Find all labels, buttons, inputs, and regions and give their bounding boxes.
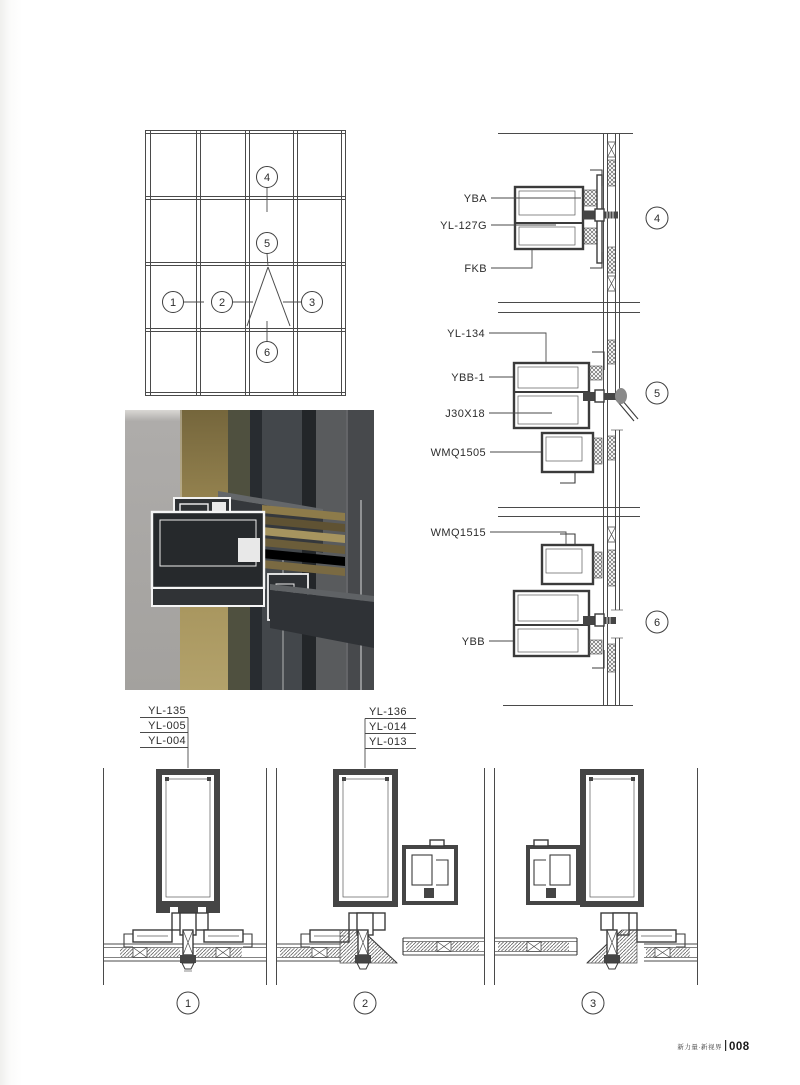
callout-number: 5 [263, 238, 271, 250]
callout-number: 4 [653, 213, 661, 225]
callout-number: 1 [169, 297, 177, 309]
detail-callout-5 [646, 382, 668, 404]
elevation-callout-3 [302, 292, 323, 313]
section-detail-4 [515, 170, 618, 268]
bolt-symbol [180, 930, 196, 971]
part-label-yl004: YL-004 [148, 735, 186, 747]
footer-page-number: 008 [729, 1041, 750, 1053]
part-label-wmq1515: WMQ1515 [430, 527, 486, 539]
elevation-callout-2 [212, 292, 233, 313]
label-stack-left [140, 705, 188, 768]
profile-render-image [125, 410, 374, 690]
callout-number: 6 [263, 347, 271, 359]
section-detail-5 [514, 352, 627, 483]
callout-number: 6 [653, 617, 661, 629]
elevation-callout-6 [257, 342, 278, 363]
spacer-box [608, 142, 616, 157]
detail-callout-4 [646, 207, 668, 229]
part-label-yl014: YL-014 [369, 721, 407, 733]
plan-detail-3 [495, 769, 698, 969]
spacer-box [608, 276, 616, 291]
detail-callout-6 [646, 611, 668, 633]
callout-number: 2 [218, 297, 226, 309]
plan-detail-2 [277, 769, 485, 969]
elevation-callout-5 [257, 233, 278, 254]
spacer-box [133, 948, 147, 958]
callout-number: 3 [308, 297, 316, 309]
part-label-fkb: FKB [464, 263, 487, 275]
spacer-box [312, 948, 327, 958]
part-label-yl135: YL-135 [148, 705, 186, 717]
detail-callout-3 [582, 992, 604, 1014]
part-label-yl005: YL-005 [148, 720, 186, 732]
part-label-yl127g: YL-127G [440, 220, 487, 232]
plan-detail-1 [104, 769, 267, 971]
callout-number: 1 [184, 998, 192, 1010]
page-footer [677, 1040, 749, 1053]
footer-divider [725, 1040, 726, 1051]
part-label-yl013: YL-013 [369, 736, 407, 748]
spacer-box [437, 942, 451, 952]
horizontal-section-details [104, 705, 698, 1014]
detail-callout-1 [177, 992, 199, 1014]
bolt-symbol [604, 930, 620, 969]
spacer-box [527, 942, 541, 952]
part-label-ybb: YBB [461, 636, 485, 648]
label-stack-right [365, 706, 416, 768]
spacer-box [655, 948, 670, 958]
elevation-diagram [145, 130, 346, 396]
section-detail-6 [514, 534, 616, 668]
callout-number: 4 [263, 172, 271, 184]
elevation-callout-1 [163, 292, 184, 313]
part-label-yl136: YL-136 [369, 706, 407, 718]
callout-number: 5 [653, 388, 661, 400]
part-label-wmq1505: WMQ1505 [430, 447, 486, 459]
part-label-yl134: YL-134 [447, 328, 485, 340]
bolt-symbol [583, 209, 618, 221]
vertical-section-details [431, 133, 668, 706]
callout-number: 2 [361, 998, 369, 1010]
spacer-box [216, 948, 230, 958]
part-label-j30x18: J30X18 [445, 408, 485, 420]
part-label-yba: YBA [463, 193, 487, 205]
part-label-ybb1: YBB-1 [451, 372, 485, 384]
spacer-box [608, 527, 616, 542]
vent-triangle-symbol [247, 267, 290, 326]
detail-callout-2 [354, 992, 376, 1014]
footer-brand-text: 新力量·新视界 [677, 1044, 722, 1051]
elevation-callout-4 [257, 167, 278, 188]
callout-number: 3 [589, 998, 597, 1010]
bolt-symbol [355, 930, 371, 969]
